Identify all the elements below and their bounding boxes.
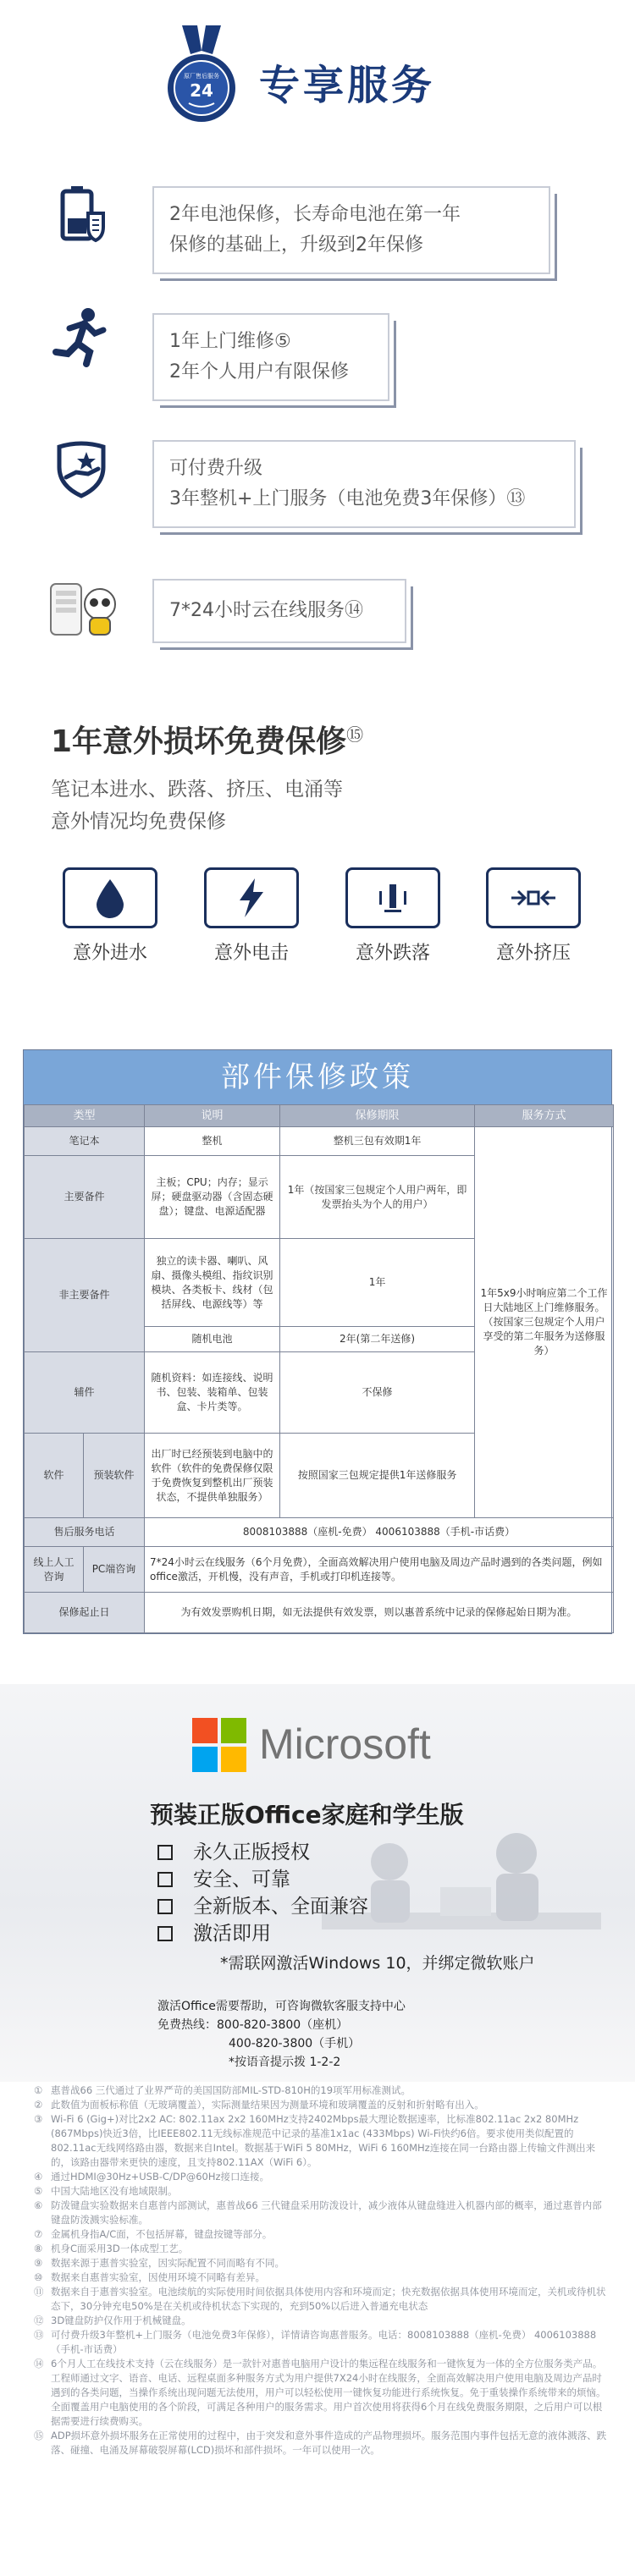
footnote-number: ⑦ [34, 2228, 43, 2240]
lightning-icon [235, 877, 268, 919]
service-method: 1年5x9小时响应第二个工作日大陆地区上门维修服务。（按国家三包规定个人用户享受的第二年服务为送修服务） [475, 1127, 614, 1518]
policy-title: 部件保修政策 [24, 1050, 611, 1104]
row-type: 线上人工咨询 [25, 1547, 84, 1593]
accident-desc-line: 意外情况均免费保修 [51, 811, 226, 833]
accident-label: 意外电击 [213, 943, 289, 964]
row-type: 辅件 [25, 1352, 145, 1434]
accident-title [51, 718, 363, 761]
footnote-text: 3D键盘防护仅作用于机械键盘。 [51, 2315, 191, 2326]
office-features [157, 1839, 368, 1947]
row-desc: 随机电池 [145, 1327, 280, 1352]
row-period: 按照国家三包规定提供1年送修服务 [280, 1434, 475, 1518]
table-row [25, 1593, 614, 1633]
support-line: *按语音提示拨 1-2-2 [229, 2056, 341, 2069]
medal-number: 24 [190, 80, 213, 101]
water-drop-icon [93, 878, 127, 918]
table-row [25, 1127, 614, 1156]
running-person-icon [51, 306, 112, 367]
page-title: 专享服务 [259, 62, 436, 109]
accident-icons [51, 867, 593, 969]
support-info [157, 1997, 406, 2072]
policy-grid [24, 1104, 614, 1633]
row-type: 软件 [25, 1434, 84, 1518]
row-period: 不保修 [280, 1352, 475, 1434]
column-header: 保修期限 [280, 1105, 475, 1127]
row-subtype: 预装软件 [84, 1434, 145, 1518]
footnote-text: 中国大陆地区没有地域限制。 [51, 2185, 178, 2197]
checkbox-icon [157, 1845, 173, 1860]
footnote-number: ⑭ [34, 2358, 44, 2370]
feature-text: 永久正版授权 [193, 1841, 310, 1863]
footnote-text: 惠普战66 三代通过了业界严苛的美国国防部MIL-STD-810H的19项军用标准测试。 [51, 2084, 411, 2096]
checkbox-icon [157, 1872, 173, 1887]
feature-item [157, 1920, 368, 1947]
footnote-text: 数据来源于惠普实验室，因实际配置不同而略有不同。 [51, 2257, 284, 2269]
footnote-number: ⑨ [34, 2257, 43, 2269]
footnote-item [34, 2112, 610, 2170]
footnote-item [34, 2357, 610, 2429]
battery-shield-icon [51, 184, 112, 245]
policy-table [23, 1049, 612, 1634]
accident-label: 意外挤压 [495, 943, 571, 964]
row-period: 整机三包有效期1年 [280, 1127, 475, 1156]
row-type: 笔记本 [25, 1127, 145, 1156]
support-line: 400-820-3800（手机） [229, 2037, 361, 2050]
footnotes [34, 2083, 610, 2458]
service-text-box [152, 313, 389, 401]
service-line: 保修的基础上，升级到2年保修 [169, 234, 423, 256]
footnote-text: 此数值为面板标称值（无玻璃覆盖），实际测量结果因为测量环境和玻璃覆盖的反射和折射略有出入。 [51, 2099, 484, 2111]
row-type: 非主要备件 [25, 1239, 145, 1352]
footnote-number: ⑫ [34, 2315, 44, 2326]
robot-assistant-icon [47, 579, 124, 640]
footnote-number: ⑤ [34, 2185, 43, 2197]
column-header: 说明 [145, 1105, 280, 1127]
microsoft-wordmark: Microsoft [259, 1720, 431, 1768]
row-value: 7*24小时云在线服务（6个月免费），全面高效解决用户使用电脑及周边产品时遇到的各类问题，例如office激活，开机慢，没有声音，手机或打印机连接等。 [145, 1547, 614, 1593]
footnote-text: ADP损坏意外损坏服务在正常使用的过程中，由于突发和意外事件造成的产品物理损坏。服务范围内事件包括无意的液体溅落、跌落、碰撞、电涌及屏幕破裂屏幕(LCD)损坏和部件损坏。一年可以使用一次。 [51, 2430, 607, 2456]
footnote-text: 防泼键盘实验数据来自惠普内部测试，惠普战66 三代键盘采用防泼设计，减少液体从键盘缝进入机器内部的概率，通过惠普内部键盘防泼溅实验标准。 [51, 2199, 602, 2226]
footnote-text: 机身C面采用3D一体成型工艺。 [51, 2243, 189, 2254]
row-desc: 出厂时已经预装到电脑中的软件（软件的免费保修仅限于免费恢复到整机出厂预装状态，不提供单独服务） [145, 1434, 280, 1518]
service-line: 1年上门维修⑤ [169, 331, 291, 352]
activation-note: *需联网激活Windows 10，并绑定微软账户 [220, 1954, 535, 1973]
footnote-number: ③ [34, 2113, 43, 2125]
footnote-number: ⑥ [34, 2199, 43, 2211]
medal-caption: 原厂售后服务 [184, 73, 219, 80]
row-type: 售后服务电话 [25, 1518, 145, 1547]
support-line: 激活Office需要帮助，可咨询微软客服支持中心 [157, 2000, 406, 2013]
checkbox-icon [157, 1899, 173, 1914]
footnote-item [34, 2184, 610, 2199]
service-line: 可付费升级 [169, 458, 263, 479]
service-text-box [152, 186, 550, 274]
footnote-number: ② [34, 2099, 43, 2111]
checkbox-icon [157, 1926, 173, 1941]
footnote-number: ⑧ [34, 2243, 43, 2254]
table-row [25, 1518, 614, 1547]
row-subtype: PC端咨询 [84, 1547, 145, 1593]
feature-item [157, 1893, 368, 1920]
row-type: 主要备件 [25, 1156, 145, 1239]
footnote-item [34, 2285, 610, 2314]
accident-item-shock [192, 867, 311, 965]
footnote-item [34, 2199, 610, 2227]
accident-desc-line: 笔记本进水、跌落、挤压、电涌等 [51, 779, 343, 801]
service-text-box [152, 579, 406, 643]
footnote-text: 6个月人工在线技术支持（云在线服务）是一款针对惠普电脑用户设计的集远程在线服务和一键恢复为一体的全方位服务类产品。工程师通过文字、语音、电话、远程桌面多种服务方式为用户提供7X24小时在线服务，全面高效解决用户使用电脑及周边产品时遇到的各类问题，当操作系统出现问题无法使用，用户可以轻松使用一键恢复功能进行系统恢复。免于重装操作系统带来的烦恼。全面覆盖用户电脑使用的各个阶段，可满足各种用户的服务需求。用户首次使用将获得6个月在线免费服务期限，之后用户可以根据需要进行续费购买。 [51, 2358, 606, 2427]
accident-title-note: ⑮ [346, 724, 364, 745]
row-period: 1年（按国家三包规定个人用户两年，即发票抬头为个人的用户） [280, 1156, 475, 1239]
footnote-text: 可付费升级3年整机+上门服务（电池免费3年保修），详情请咨询惠普服务。电话：8008103888（座机-免费） 4006103888（手机-市话费） [51, 2329, 597, 2355]
row-value: 为有效发票购机日期，如无法提供有效发票，则以惠普系统中记录的保修起始日期为准。 [145, 1593, 614, 1633]
footnote-number: ⑮ [34, 2430, 44, 2441]
footnote-text: Wi-Fi 6 (Gig+)对比2x2 AC: 802.11ax 2x2 160MHz支持2402Mbps最大理论数据速率，比标准802.11ac 2x2 80MHz (867Mbps)快近3倍，比IEEE802.11无线标准规范中记录的基准1x1ac (433Mbps) Wi-Fi快约6倍。要求使用类似配置的802.11ac无线网络路由器，数据来自Intel。数据基于WiFi 5 80MHz，WiFi 6 160MHz连接在同一台路由器上传输文件测出来的，该路由器带来更快的速度，且支持802.11AX（WiFi 6）。 [51, 2113, 596, 2168]
footnote-item [34, 2256, 610, 2271]
footnote-item [34, 2328, 610, 2357]
feature-text: 全新版本、全面兼容 [193, 1896, 368, 1918]
row-desc: 独立的读卡器、喇叭、风扇、摄像头模组、指纹识别模块、各类板卡、线材（包括屏线、电源线等）等 [145, 1239, 280, 1327]
footnote-number: ⑩ [34, 2271, 43, 2283]
row-desc: 主板；CPU；内存；显示屏；硬盘驱动器（含固态硬盘）；键盘、电源适配器 [145, 1156, 280, 1239]
footnote-item [34, 2271, 610, 2285]
feature-item [157, 1866, 368, 1893]
service-line: 2年个人用户有限保修 [169, 361, 349, 383]
footnote-item [34, 2170, 610, 2184]
feature-text: 激活即用 [193, 1923, 271, 1945]
accident-item-squeeze [474, 867, 593, 965]
accident-description [51, 773, 343, 838]
footnote-number: ④ [34, 2171, 43, 2182]
feature-item [157, 1839, 368, 1866]
footnote-number: ⑬ [34, 2329, 44, 2341]
service-line: 3年整机+上门服务（电池免费3年保修）⑬ [169, 488, 526, 509]
column-header: 服务方式 [475, 1105, 614, 1127]
table-row [25, 1547, 614, 1593]
header [0, 0, 635, 152]
row-type: 保修起止日 [25, 1593, 145, 1633]
footnote-text: 金属机身指A/C面，不包括屏幕，键盘按键等部分。 [51, 2228, 273, 2240]
footnote-number: ① [34, 2084, 43, 2096]
footnote-number: ⑪ [34, 2286, 44, 2298]
footnote-text: 数据来自惠普实验室，因使用环境不同略有差异。 [51, 2271, 265, 2283]
footnote-item [34, 2314, 610, 2328]
microsoft-logo-icon [192, 1718, 246, 1772]
service-line: 2年电池保修，长寿命电池在第一年 [169, 204, 461, 225]
accident-title-text: 1年意外损坏免费保修 [51, 724, 347, 759]
accident-item-fall [334, 867, 452, 965]
row-period: 2年(第二年送修) [280, 1327, 475, 1352]
microsoft-office-section [0, 1684, 635, 2082]
row-period: 1年 [280, 1239, 475, 1327]
medal-badge-icon [165, 25, 238, 127]
accident-label: 意外进水 [72, 943, 147, 964]
footnote-text: 通过HDMI@30Hz+USB-C/DP@60Hz接口连接。 [51, 2171, 270, 2182]
squeeze-arrows-icon [508, 885, 559, 911]
footnote-item [34, 2227, 610, 2242]
service-text-box [152, 440, 576, 528]
office-title: 预装正版Office家庭和学生版 [150, 1801, 464, 1829]
service-line: 7*24小时云在线服务⑭ [169, 600, 363, 621]
row-desc: 整机 [145, 1127, 280, 1156]
footnote-item [34, 2429, 610, 2458]
feature-text: 安全、可靠 [193, 1869, 290, 1891]
footnote-item [34, 2242, 610, 2256]
accident-label: 意外跌落 [355, 943, 430, 964]
footnote-item [34, 2083, 610, 2098]
footnote-item [34, 2098, 610, 2112]
hand-shield-icon [51, 438, 112, 499]
column-header: 类型 [25, 1105, 145, 1127]
footnote-text: 数据来自于惠普实验室。电池续航的实际使用时间依据具体使用内容和环境而定；快充数据依据具体使用环境而定，关机或待机状态下，30分钟充电50%是在关机或待机状态下实现的，充到50%以后进入普通充电状态 [51, 2286, 606, 2312]
accident-item-water [51, 867, 169, 965]
table-header-row [25, 1105, 614, 1127]
falling-icon [374, 879, 411, 916]
support-line: 免费热线：800-820-3800（座机） [157, 2018, 349, 2032]
row-desc: 随机资料：如连接线、说明书、包装、装箱单、包装盒、卡片类等。 [145, 1352, 280, 1434]
row-value: 8008103888（座机-免费） 4006103888（手机-市话费） [145, 1518, 614, 1547]
